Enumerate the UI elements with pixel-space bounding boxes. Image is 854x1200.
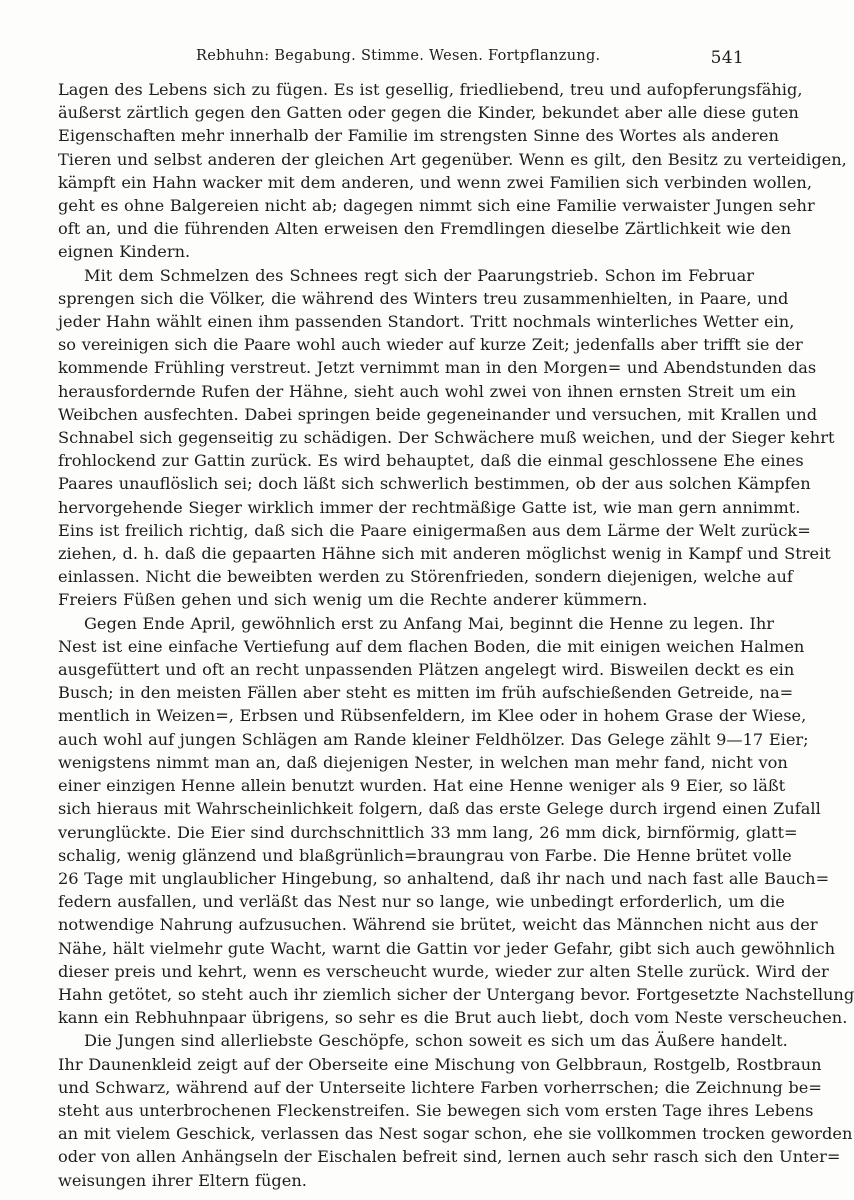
text-line: ziehen, d. h. daß die gepaarten Hähne sich mit anderen möglichst wenig in Kampf und Streit (58, 544, 831, 564)
text-line: so vereinigen sich die Paare wohl auch wieder auf kurze Zeit; jedenfalls aber trifft sie der (58, 335, 803, 355)
text-line: kämpft ein Hahn wacker mit dem anderen, und wenn zwei Familien sich verbinden wollen, (58, 172, 812, 192)
text-line: jeder Hahn wählt einen ihm passenden Standort. Tritt nochmals winterliches Wetter ein, (58, 312, 795, 332)
text-line: sich hieraus mit Wahrscheinlichkeit folgern, daß das erste Gelege durch irgend einen Zufall (58, 799, 821, 819)
text-line: einer einzigen Henne allein benutzt wurden. Hat eine Henne weniger als 9 Eier, so läßt (58, 776, 786, 796)
text-line: Gegen Ende April, gewöhnlich erst zu Anfang Mai, beginnt die Henne zu legen. Ihr (84, 613, 775, 633)
text-line: steht aus unterbrochenen Fleckenstreifen. Sie bewegen sich vom ersten Tage ihres Lebens (58, 1100, 814, 1120)
page-number: 541 (710, 48, 744, 68)
text-line: kommende Frühling verstreut. Jetzt vernimmt man in den Morgen= und Abendstunden das (58, 358, 817, 378)
text-line: frohlockend zur Gattin zurück. Es wird behauptet, daß die einmal geschlossene Ehe eines (58, 451, 804, 471)
text-line: Eins ist freilich richtig, daß sich die Paare einigermaßen aus dem Lärme der Welt zurück= (58, 520, 811, 540)
text-line: oft an, und die führenden Alten erweisen den Fremdlingen dieselbe Zärtlichkeit wie den (58, 219, 792, 239)
text-line: dieser preis und kehrt, wenn es verscheucht wurde, wieder zur alten Stelle zurück. Wird der (58, 961, 829, 981)
running-title: Rebhuhn: Begabung. Stimme. Wesen. Fortpflanzung. (196, 48, 601, 64)
text-line: notwendige Nahrung aufzusuchen. Während sie brütet, weicht das Männchen nicht aus der (58, 915, 818, 935)
text-line: Weibchen ausfechten. Dabei springen beide gegeneinander und versuchen, mit Krallen und (58, 404, 818, 424)
text-line: an mit vielem Geschick, verlassen das Nest sogar schon, ehe sie vollkommen trocken geworden (58, 1124, 853, 1144)
text-line: Paares unauflöslich sei; doch läßt sich schwerlich bestimmen, ob der aus solchen Kämpfen (58, 474, 811, 494)
text-line: Eigenschaften mehr innerhalb der Familie im strengsten Sinne des Wortes als anderen (58, 126, 779, 146)
text-line: einlassen. Nicht die beweibten werden zu Störenfrieden, sondern diejenigen, welche auf (58, 567, 793, 587)
paragraph (58, 264, 835, 612)
text-line: 26 Tage mit unglaublicher Hingebung, so anhaltend, daß ihr nach und nach fast alle Bauch= (58, 868, 830, 888)
paragraph (58, 78, 847, 264)
text-line: ausgefüttert und oft an recht unpassenden Plätzen angelegt wird. Bisweilen deckt es ein (58, 660, 795, 680)
text-line: Schnabel sich gegenseitig zu schädigen. Der Schwächere muß weichen, und der Sieger kehrt (58, 428, 835, 448)
text-line: verunglückte. Die Eier sind durchschnittlich 33 mm lang, 26 mm dick, birnförmig, glatt= (58, 822, 798, 842)
text-line: mentlich in Weizen=, Erbsen und Rübsenfeldern, im Klee oder in hohem Grase der Wiese, (58, 706, 807, 726)
text-line: Hahn getötet, so steht auch ihr ziemlich sicher der Untergang bevor. Fortgesetzte Nachstellung (58, 984, 854, 1004)
text-line: Tieren und selbst anderen der gleichen Art gegenüber. Wenn es gilt, den Besitz zu verteidigen, (58, 149, 847, 169)
text-line: schalig, wenig glänzend und blaßgrünlich=braungrau von Farbe. Die Henne brütet volle (58, 845, 792, 865)
text-line: Nähe, hält vielmehr gute Wacht, warnt die Gattin vor jeder Gefahr, gibt sich auch gewöhnlich (58, 938, 836, 958)
text-line: Die Jungen sind allerliebste Geschöpfe, schon soweit es sich um das Äußere handelt. (84, 1031, 788, 1051)
text-line: wenigstens nimmt man an, daß diejenigen Nester, in welchen man mehr fand, nicht von (58, 752, 788, 772)
text-line: und Schwarz, während auf der Unterseite lichtere Farben vorherrschen; die Zeichnung be= (58, 1077, 822, 1097)
text-line: Busch; in den meisten Fällen aber steht es mitten im früh aufschießenden Getreide, na= (58, 683, 794, 703)
paragraph (58, 1029, 853, 1191)
text-line: kann ein Rebhuhnpaar übrigens, so sehr es die Brut auch liebt, doch vom Neste verscheuchen. (58, 1008, 848, 1028)
text-line: Nest ist eine einfache Vertiefung auf dem flachen Boden, die mit einigen weichen Halmen (58, 636, 805, 656)
text-line: Freiers Füßen gehen und sich wenig um die Rechte anderer kümmern. (58, 590, 648, 610)
text-line: oder von allen Anhängseln der Eischalen befreit sind, lernen auch sehr rasch sich den Unter= (58, 1147, 841, 1167)
text-line: auch wohl auf jungen Schlägen am Rande kleiner Feldhölzer. Das Gelege zählt 9—17 Eier; (58, 729, 809, 749)
text-line: Mit dem Schmelzen des Schnees regt sich der Paarungstrieb. Schon im Februar (84, 265, 754, 285)
text-line: herausfordernde Rufen der Hähne, sieht auch wohl zwei von ihnen ernsten Streit um ein (58, 381, 797, 401)
paragraph (58, 612, 854, 1030)
text-line: eignen Kindern. (58, 242, 191, 262)
text-line: weisungen ihrer Eltern fügen. (58, 1170, 307, 1190)
text-line: Ihr Daunenkleid zeigt auf der Oberseite eine Mischung von Gelbbraun, Rostgelb, Rostbraun (58, 1054, 822, 1074)
text-line: federn ausfallen, und verläßt das Nest nur so lange, wie unbedingt erforderlich, um die (58, 892, 785, 912)
text-line: sprengen sich die Völker, die während des Winters treu zusammenhielten, in Paare, und (58, 288, 789, 308)
body-text (58, 78, 854, 1192)
text-line: hervorgehende Sieger wirklich immer der rechtmäßige Gatte ist, wie man gern annimmt. (58, 497, 801, 517)
running-head (58, 44, 754, 78)
text-line: Lagen des Lebens sich zu fügen. Es ist gesellig, friedliebend, treu und aufopferungsfähig, (58, 80, 803, 99)
text-line: geht es ohne Balgereien nicht ab; dagegen nimmt sich eine Familie verwaister Jungen sehr (58, 196, 815, 216)
text-line: äußerst zärtlich gegen den Gatten oder gegen die Kinder, bekundet aber alle diese guten (58, 103, 799, 123)
